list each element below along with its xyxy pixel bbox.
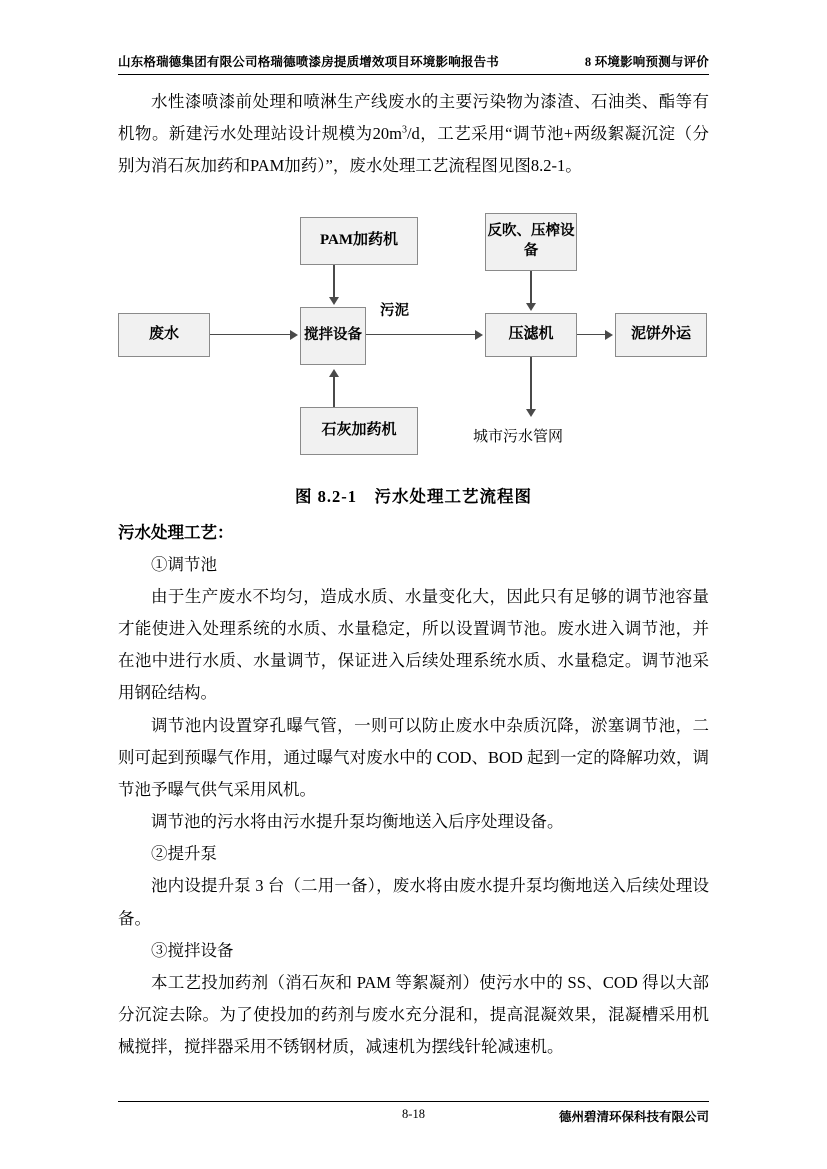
connector-wastewater-mixer bbox=[210, 334, 290, 336]
section-1-paragraph-1: 由于生产废水不均匀，造成水质、水量变化大，因此只有足够的调节池容量才能使进入处理系统的水质、水量稳定，所以设置调节池。废水进入调节池，并在池中进行水质、水量调节，保证进入后续处理系统水质、水量稳定。调节池采用钢砼结构。 bbox=[118, 586, 709, 703]
arrowhead-backblow-filter bbox=[526, 303, 536, 311]
intro-text-a: 水性漆喷漆前处理和喷淋生产线废水的主要污染物为漆渣、石油类、酯等有机物。新建污水处理站设计规模为20m bbox=[118, 92, 709, 144]
flow-node-backblow-press: 反吹、压榨设备 bbox=[485, 213, 577, 271]
connector-filter-cake bbox=[577, 334, 605, 336]
arrowhead-lime-mixer bbox=[329, 369, 339, 377]
connector-lime-mixer bbox=[333, 377, 335, 407]
connector-backblow-filter bbox=[530, 271, 532, 303]
flow-node-cake-transport: 泥饼外运 bbox=[615, 313, 707, 357]
footer-company: 德州碧清环保科技有限公司 bbox=[558, 1110, 709, 1124]
figure-caption: 图 8.2-1 污水处理工艺流程图 bbox=[295, 486, 532, 506]
page-content bbox=[118, 86, 709, 1063]
arrowhead-wastewater-mixer bbox=[290, 330, 298, 340]
page-header bbox=[118, 52, 709, 75]
section-2-heading: ②提升泵 bbox=[151, 844, 217, 864]
section-3-paragraph-1: 本工艺投加药剂（消石灰和 PAM 等絮凝剂）使污水中的 SS、COD 得以大部分沉淀去除。为了使投加的药剂与废水充分混和，提高混凝效果，混凝槽采用机械搅拌，搅拌器采用不锈钢材质，减速机为摆线针轮减速机。 bbox=[118, 972, 709, 1057]
page-footer bbox=[118, 1101, 709, 1125]
section-title: 污水处理工艺： bbox=[118, 522, 234, 542]
connector-mixer-filter bbox=[366, 334, 475, 336]
header-title-left: 山东格瑞德集团有限公司格瑞德喷漆房提质增效项目环境影响报告书 bbox=[118, 55, 500, 69]
arrowhead-filter-sewer bbox=[526, 409, 536, 417]
flow-node-lime-doser: 石灰加药机 bbox=[300, 407, 418, 455]
connector-pam-mixer bbox=[333, 265, 335, 297]
flow-node-mixer: 搅拌设备 bbox=[300, 307, 366, 365]
arrowhead-filter-cake bbox=[605, 330, 613, 340]
section-1-heading: ①调节池 bbox=[151, 554, 217, 574]
section-1-paragraph-3: 调节池的污水将由污水提升泵均衡地送入后序处理设备。 bbox=[151, 812, 564, 832]
connector-label-sludge: 污泥 bbox=[380, 302, 409, 319]
flow-label-sewer: 城市污水管网 bbox=[473, 428, 564, 445]
section-2-paragraph-1: 池内设提升泵 3 台（二用一备），废水将由废水提升泵均衡地送入后续处理设备。 bbox=[118, 876, 709, 928]
section-3-heading: ③搅拌设备 bbox=[151, 940, 234, 960]
arrowhead-mixer-filter bbox=[475, 330, 483, 340]
process-flow-diagram bbox=[118, 197, 709, 477]
header-title-right: 8 环境影响预测与评价 bbox=[584, 55, 709, 69]
intro-text-b: /d，工艺采用“调节池+两级絮凝沉淀（分别为消石灰加药和PAM加药）”，废水处理工艺流程图见图8.2-1。 bbox=[118, 124, 709, 176]
intro-superscript: 3 bbox=[401, 124, 407, 136]
intro-paragraph bbox=[118, 86, 709, 183]
flow-node-pam-doser: PAM加药机 bbox=[300, 217, 418, 265]
arrowhead-pam-mixer bbox=[329, 297, 339, 305]
section-1-paragraph-2: 调节池内设置穿孔曝气管，一则可以防止废水中杂质沉降，淤塞调节池，二则可起到预曝气作用，通过曝气对废水中的 COD、BOD 起到一定的降解功效，调节池予曝气供气采用风机。 bbox=[118, 715, 709, 799]
flow-node-wastewater: 废水 bbox=[118, 313, 210, 357]
footer-page-number: 8-18 bbox=[402, 1107, 425, 1121]
flow-node-filter-press: 压滤机 bbox=[485, 313, 577, 357]
connector-filter-sewer bbox=[530, 357, 532, 409]
